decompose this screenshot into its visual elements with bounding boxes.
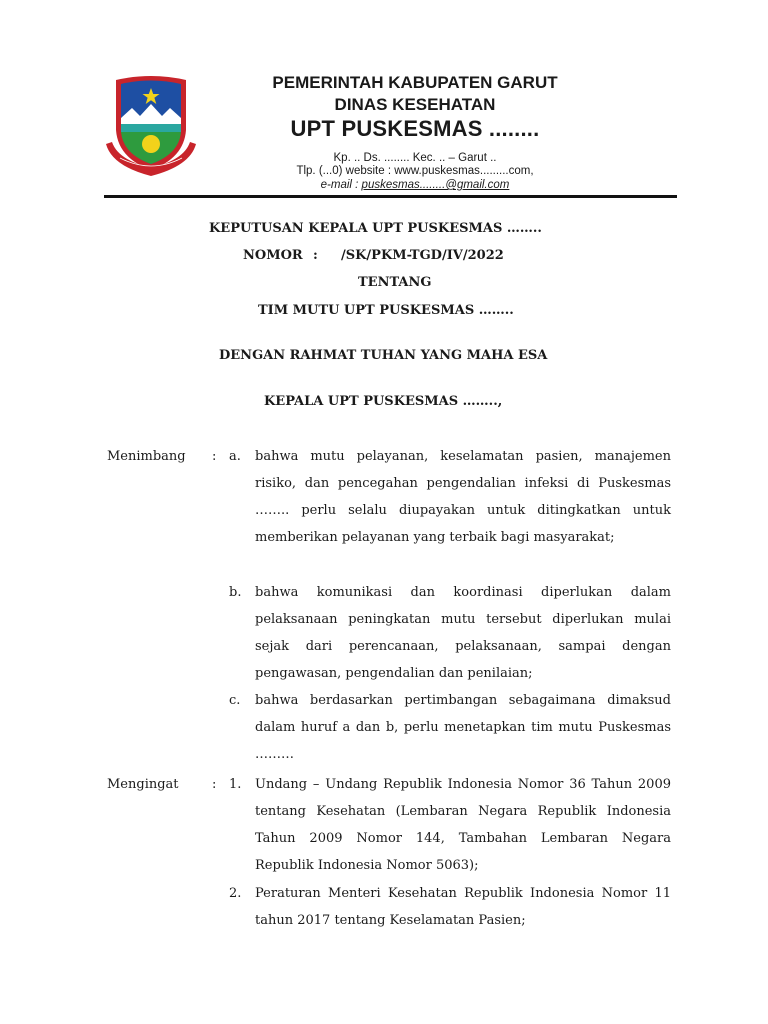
- mengingat-label: Mengingat: [107, 777, 179, 792]
- decree-number-sep: :: [313, 248, 318, 263]
- menimbang-item-b: bahwa komunikasi dan koordinasi diperlukan dalam pelaksanaan peningkatan mutu tersebut diperlukan mulai sejak dari perencanaan, pelaksanaan, sampai dengan pengawasan, pengendalian dan penilaian;: [255, 585, 671, 681]
- menimbang-marker-c: c.: [229, 693, 241, 708]
- letterhead-phone-website: Tlp. (...0) website : www.puskesmas.........com,: [296, 165, 534, 177]
- decree-tentang: TENTANG: [358, 275, 432, 290]
- menimbang-item-a: bahwa mutu pelayanan, keselamatan pasien, manajemen risiko, dan pencegahan pengendalian infeksi di Puskesmas …….. perlu selalu diupayakan untuk ditingkatkan untuk memberikan pelayanan yang terbaik bagi masyarakat;: [255, 449, 671, 545]
- letterhead-address: Kp. .. Ds. ........ Kec. .. – Garut ..: [333, 152, 497, 164]
- mengingat-item-2: Peraturan Menteri Kesehatan Republik Indonesia Nomor 11 tahun 2017 tentang Keselamatan Pasien;: [255, 886, 671, 928]
- decree-rahmat: DENGAN RAHMAT TUHAN YANG MAHA ESA: [219, 348, 548, 363]
- mengingat-marker-1: 1.: [229, 777, 242, 792]
- letterhead-email-line: [230, 179, 600, 191]
- decree-kepala: KEPALA UPT PUSKESMAS ……..,: [264, 394, 503, 409]
- menimbang-marker-b: b.: [229, 585, 242, 600]
- mengingat-marker-2: 2.: [229, 886, 242, 901]
- letterhead-department: DINAS KESEHATAN: [334, 95, 496, 114]
- menimbang-marker-a: a.: [229, 449, 241, 464]
- menimbang-item-c: bahwa berdasarkan pertimbangan sebagaimana dimaksud dalam huruf a dan b, perlu menetapkan tim mutu Puskesmas ………: [255, 693, 671, 762]
- decree-subject: TIM MUTU UPT PUSKESMAS ……..: [258, 303, 514, 318]
- letterhead-government: PEMERINTAH KABUPATEN GARUT: [272, 73, 558, 92]
- mengingat-item-1: Undang – Undang Republik Indonesia Nomor 36 Tahun 2009 tentang Kesehatan (Lembaran Negara Republik Indonesia Tahun 2009 Nomor 144, Tambahan Lembaran Negara Republik Indonesia Nomor 5063);: [255, 777, 671, 873]
- mengingat-colon: :: [212, 777, 217, 792]
- decree-number-value: /SK/PKM-TGD/IV/2022: [341, 248, 504, 263]
- decree-title: KEPUTUSAN KEPALA UPT PUSKESMAS ……..: [209, 221, 542, 236]
- email-label: e-mail :: [320, 179, 362, 191]
- letterhead-divider: [104, 195, 677, 198]
- letterhead-puskesmas: UPT PUSKESMAS ........: [290, 116, 540, 141]
- email-link[interactable]: puskesmas........@gmail.com: [361, 179, 510, 191]
- menimbang-colon: :: [212, 449, 217, 464]
- decree-number-label: NOMOR: [243, 248, 303, 263]
- garut-regency-crest-icon: [104, 74, 198, 184]
- menimbang-label: Menimbang: [107, 449, 186, 464]
